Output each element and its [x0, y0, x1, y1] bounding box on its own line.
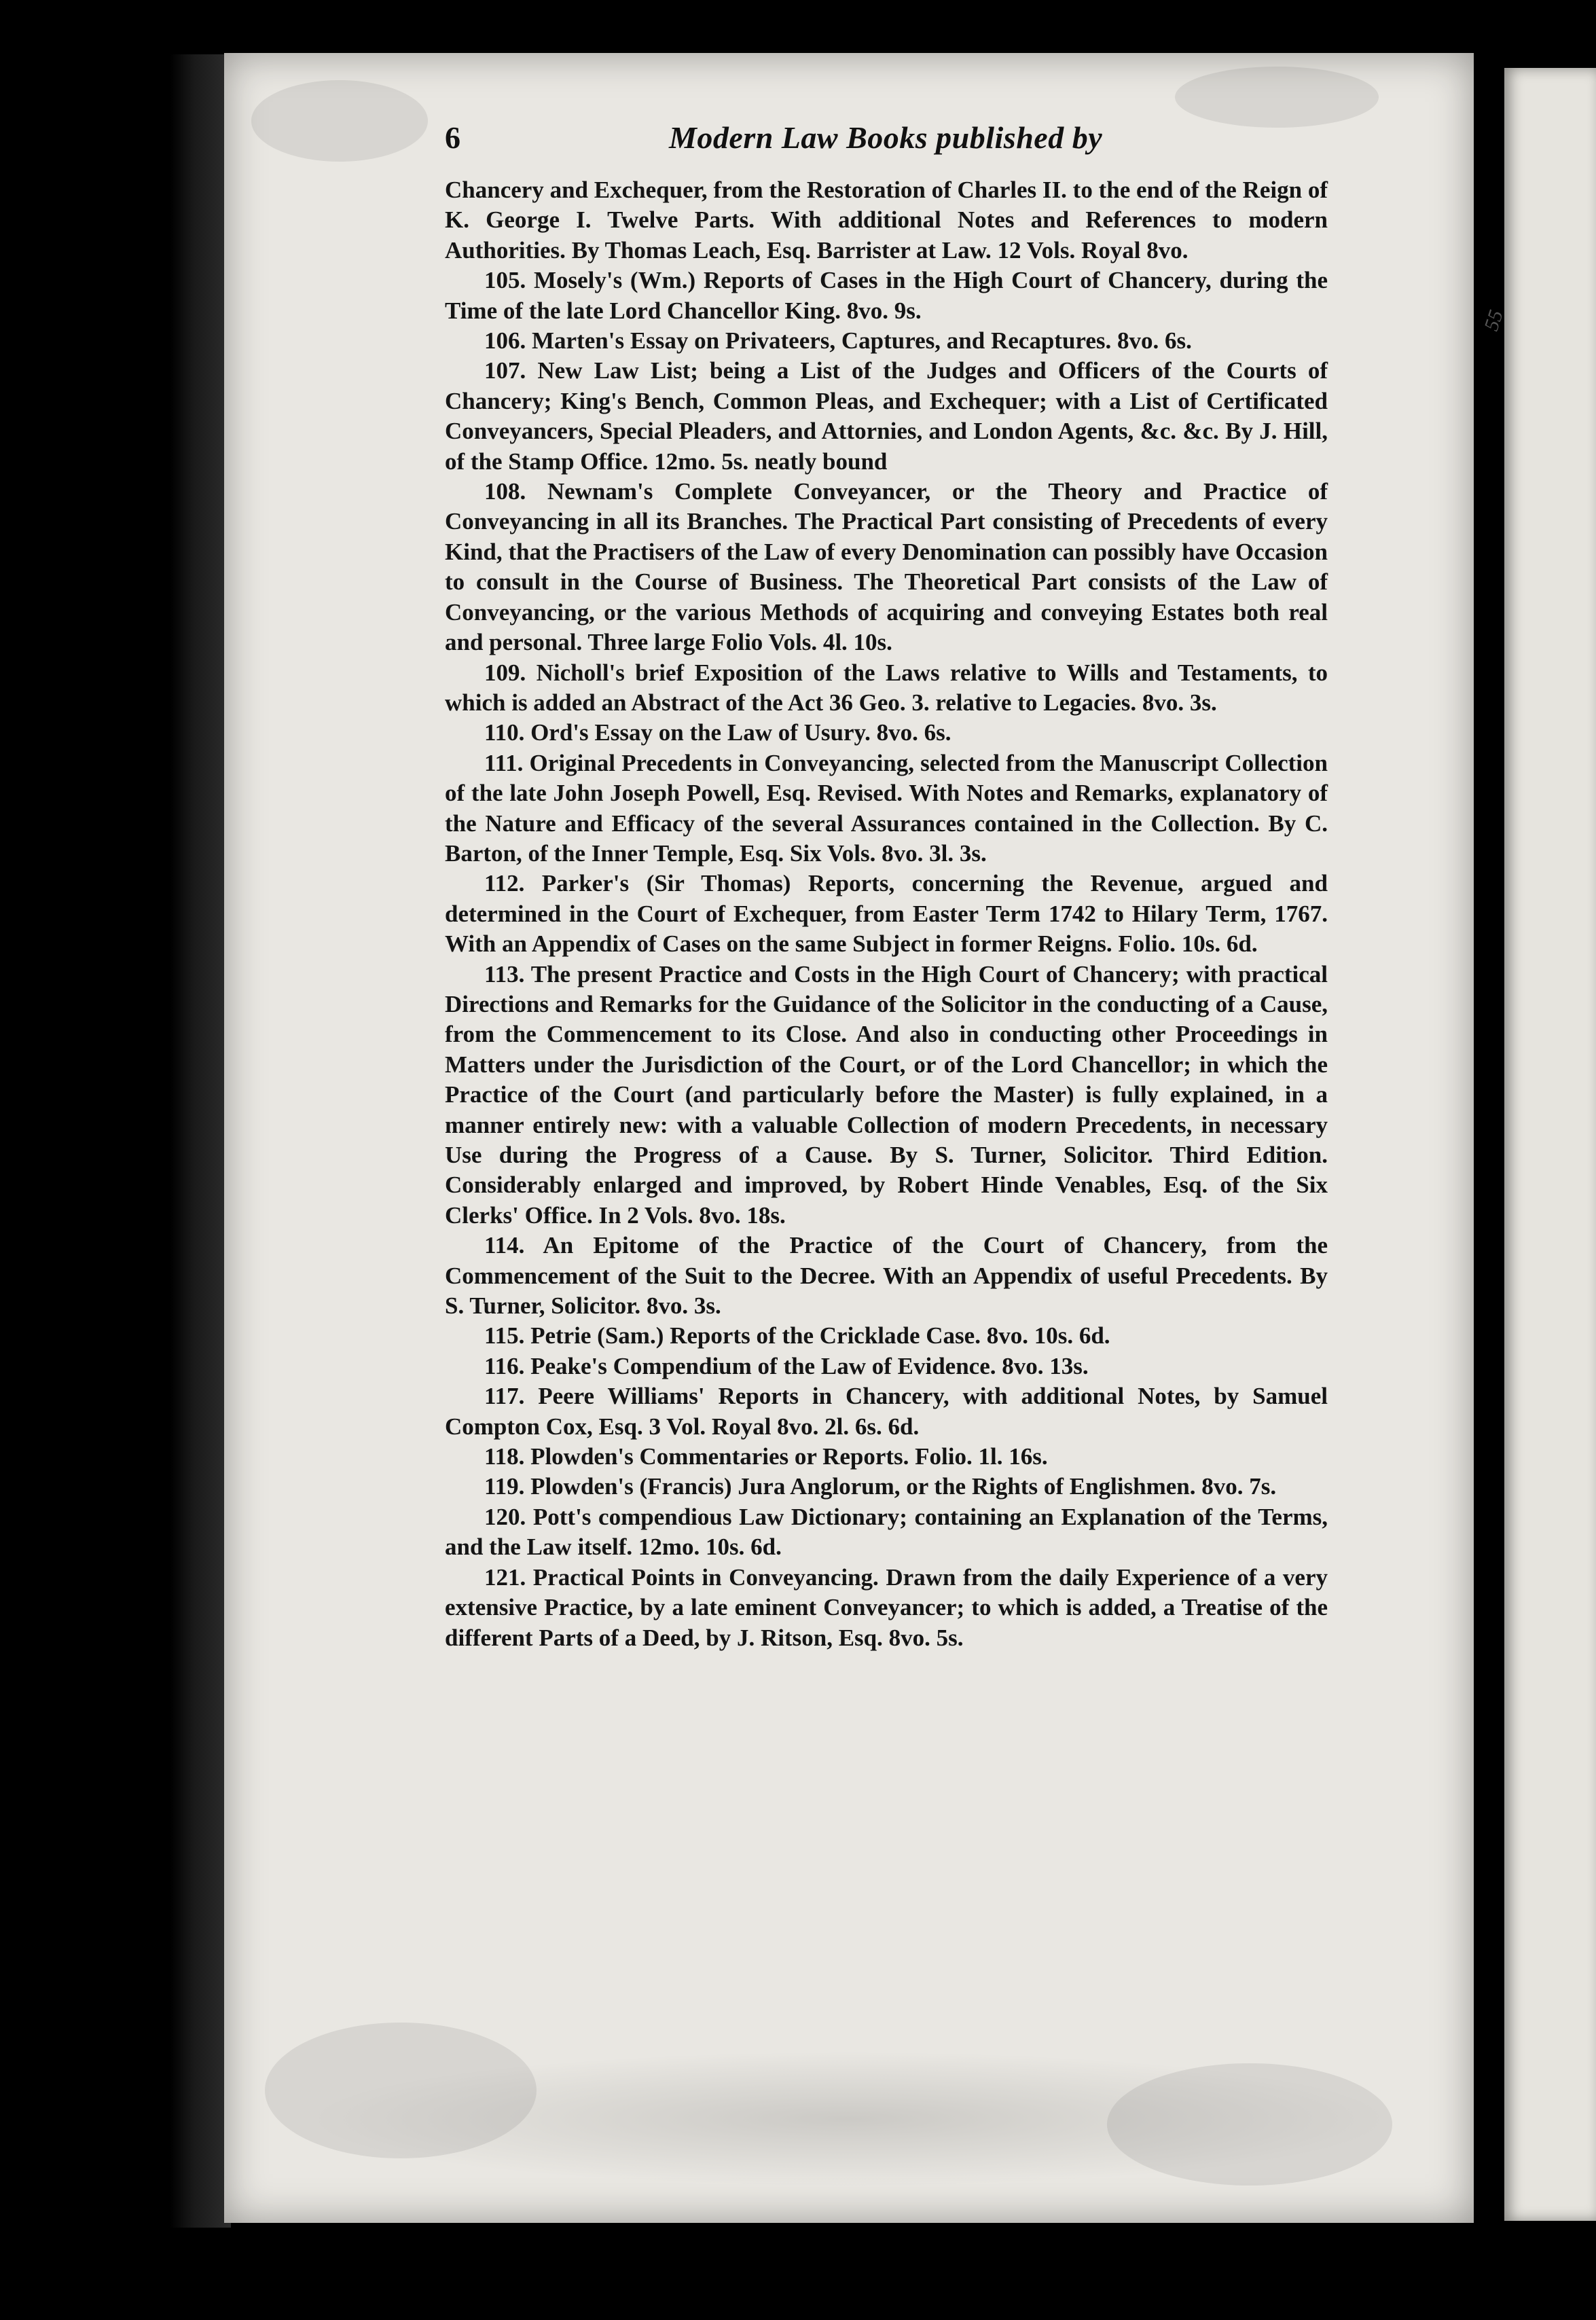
entry-115: 115. Petrie (Sam.) Reports of the Cricklade Case. 8vo. 10s. 6d. [484, 1322, 1110, 1349]
entry-113: 113. The present Practice and Costs in the High Court of Chancery; with practical Directions and Remarks for the Guidance of the Solicitor in the conducting of a Cause, from the Commencement to its Close. And also in conducting other Proceedings in Matters under the Jurisdiction of the Court, or of the Lord Chancellor; in which the Practice of the Court (and particularly before the Master) is fully explained, in a manner entirely new: with a valuable Collection of modern Precedents, in necessary Use during the Progress of a Cause. By S. Turner, Solicitor. Third Edition. Considerably enlarged and improved, by Robert Hinde Venables, Esq. of the Six Clerks' Office. In 2 Vols. 8vo. 18s. [445, 960, 1328, 1229]
entry-109: 109. Nicholl's brief Exposition of the Laws relative to Wills and Testaments, to which is added an Abstract of the Act 36 Geo. 3. relative to Legacies. 8vo. 3s. [445, 659, 1328, 716]
bottom-smudge [306, 2051, 1392, 2187]
handwritten-margin-note: 55 [1480, 307, 1508, 334]
entry-120: 120. Pott's compendious Law Dictionary; containing an Explanation of the Terms, and the Law itself. 12mo. 10s. 6d. [445, 1503, 1328, 1561]
entry-107: 107. New Law List; being a List of the Judges and Officers of the Courts of Chancery; King's Bench, Common Pleas, and Exchequer; with a List of Certificated Conveyancers, Special Pleaders, and Attornies, and London Agents, &c. &c. By J. Hill, of the Stamp Office. 12mo. 5s. neatly bound [445, 357, 1328, 475]
entry-105: 105. Mosely's (Wm.) Reports of Cases in the High Court of Chancery, during the Time of the late Lord Chancellor King. 8vo. 9s. [445, 267, 1328, 324]
entry-118: 118. Plowden's Commentaries or Reports. Folio. 1l. 16s. [484, 1443, 1048, 1470]
entry-119: 119. Plowden's (Francis) Jura Anglorum, or the Rights of Englishmen. 8vo. 7s. [484, 1473, 1277, 1500]
entry-108: 108. Newnam's Complete Conveyancer, or the Theory and Practice of Conveyancing in all its Branches. The Practical Part consisting of Precedents of every Kind, that the Practisers of the Law of every Denomination can possibly have Occasion to consult in the Course of Business. The Theoretical Part consists of the Law of Conveyancing, or the various Methods of acquiring and conveying Estates both real and personal. Three large Folio Vols. 4l. 10s. [445, 478, 1328, 656]
page-stain [1175, 67, 1379, 128]
book-gutter-shadow [170, 54, 231, 2228]
running-head [445, 120, 1341, 167]
running-title: Modern Law Books published by [669, 120, 1103, 155]
entry-110: 110. Ord's Essay on the Law of Usury. 8vo. 6s. [484, 719, 951, 746]
entry-106: 106. Marten's Essay on Privateers, Captures, and Recaptures. 8vo. 6s. [484, 327, 1192, 355]
page-stain [251, 80, 428, 162]
entry-continued: Chancery and Exchequer, from the Restoration of Charles II. to the end of the Reign of K. George I. Twelve Parts. With additional Notes and References to modern Authorities. By Thomas Leach, Esq. Barrister at Law. 12 Vols. Royal 8vo. [445, 177, 1328, 264]
facing-page-edge [1504, 68, 1596, 2221]
entry-121: 121. Practical Points in Conveyancing. Drawn from the daily Experience of a very extensive Practice, by a late eminent Conveyancer; to which is added, a Treatise of the different Parts of a Deed, by J. Ritson, Esq. 8vo. 5s. [445, 1563, 1328, 1651]
entry-112: 112. Parker's (Sir Thomas) Reports, concerning the Revenue, argued and determined in the Court of Exchequer, from Easter Term 1742 to Hilary Term, 1767. With an Appendix of Cases on the same Subject in former Reigns. Folio. 10s. 6d. [445, 870, 1328, 958]
entry-117: 117. Peere Williams' Reports in Chancery, with additional Notes, by Samuel Compton Cox, Esq. 3 Vol. Royal 8vo. 2l. 6s. 6d. [445, 1383, 1328, 1440]
entry-114: 114. An Epitome of the Practice of the Court of Chancery, from the Commencement of the Suit to the Decree. With an Appendix of useful Precedents. By S. Turner, Solicitor. 8vo. 3s. [445, 1232, 1328, 1320]
page-number: 6 [445, 120, 460, 155]
catalogue-entries [445, 175, 1328, 1653]
entry-111: 111. Original Precedents in Conveyancing, selected from the Manuscript Collection of the late John Joseph Powell, Esq. Revised. With Notes and Remarks, explanatory of the Nature and Efficacy of the several Assurances contained in the Collection. By C. Barton, of the Inner Temple, Esq. Six Vols. 8vo. 3l. 3s. [445, 749, 1328, 867]
entry-116: 116. Peake's Compendium of the Law of Evidence. 8vo. 13s. [484, 1352, 1089, 1379]
